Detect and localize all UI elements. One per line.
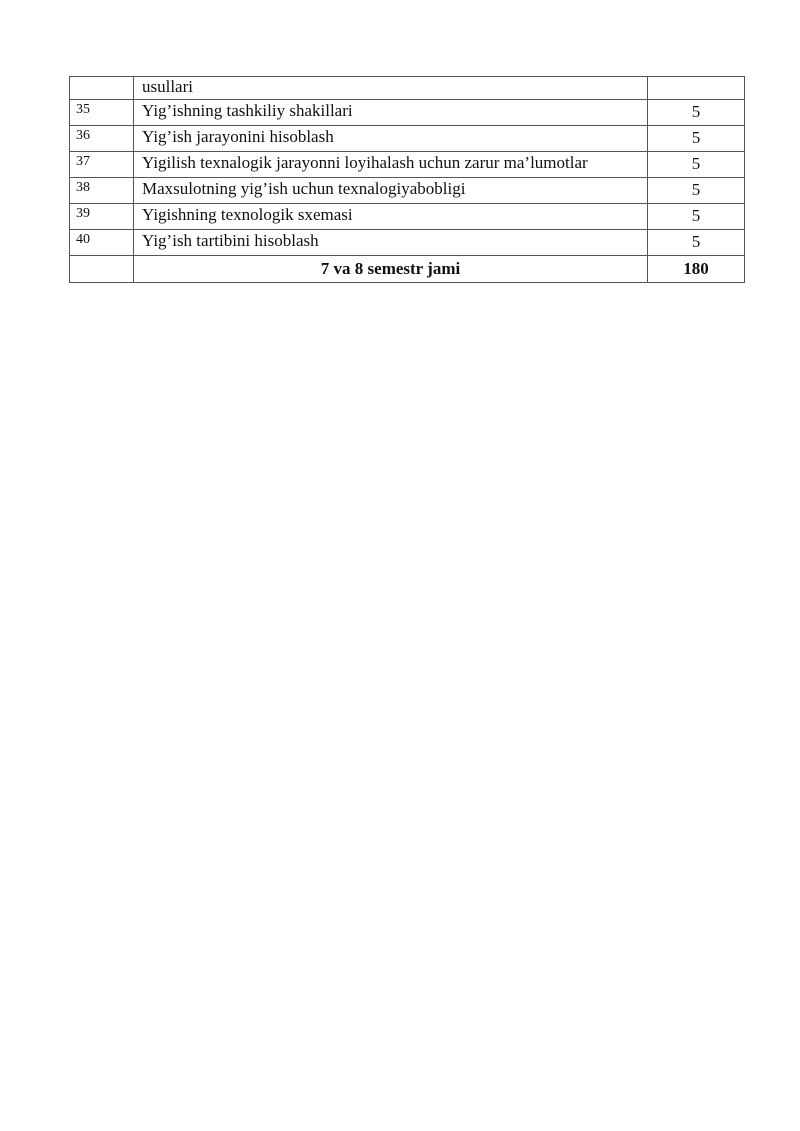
topic-cell: Maxsulotning yig’ish uchun texnalogiyabobligi bbox=[134, 178, 648, 204]
total-hours: 180 bbox=[648, 256, 745, 283]
row-number: 37 bbox=[70, 152, 134, 178]
total-empty-cell bbox=[70, 256, 134, 283]
hours-cell: 5 bbox=[648, 152, 745, 178]
row-number: 38 bbox=[70, 178, 134, 204]
table-row bbox=[70, 230, 745, 256]
hours-cell: 5 bbox=[648, 204, 745, 230]
table-row bbox=[70, 178, 745, 204]
row-number: 36 bbox=[70, 126, 134, 152]
topic-cell: Yig’ish jarayonini hisoblash bbox=[134, 126, 648, 152]
curriculum-table bbox=[69, 76, 745, 283]
topic-cell: Yig’ish tartibini hisoblash bbox=[134, 230, 648, 256]
hours-cell: 5 bbox=[648, 230, 745, 256]
table-row bbox=[70, 100, 745, 126]
table-row-continuation bbox=[70, 77, 745, 100]
row-number bbox=[70, 77, 134, 100]
row-number: 40 bbox=[70, 230, 134, 256]
total-label: 7 va 8 semestr jami bbox=[134, 256, 648, 283]
topic-cell: usullari bbox=[134, 77, 648, 100]
topic-cell: Yig’ishning tashkiliy shakillari bbox=[134, 100, 648, 126]
row-number: 35 bbox=[70, 100, 134, 126]
row-number: 39 bbox=[70, 204, 134, 230]
hours-cell: 5 bbox=[648, 126, 745, 152]
table-row bbox=[70, 204, 745, 230]
hours-cell: 5 bbox=[648, 178, 745, 204]
hours-cell bbox=[648, 77, 745, 100]
hours-cell: 5 bbox=[648, 100, 745, 126]
table-row bbox=[70, 152, 745, 178]
topic-cell: Yigilish texnalogik jarayonni loyihalash uchun zarur ma’lumotlar bbox=[134, 152, 648, 178]
table-row-total bbox=[70, 256, 745, 283]
table-row bbox=[70, 126, 745, 152]
topic-cell: Yigishning texnologik sxemasi bbox=[134, 204, 648, 230]
